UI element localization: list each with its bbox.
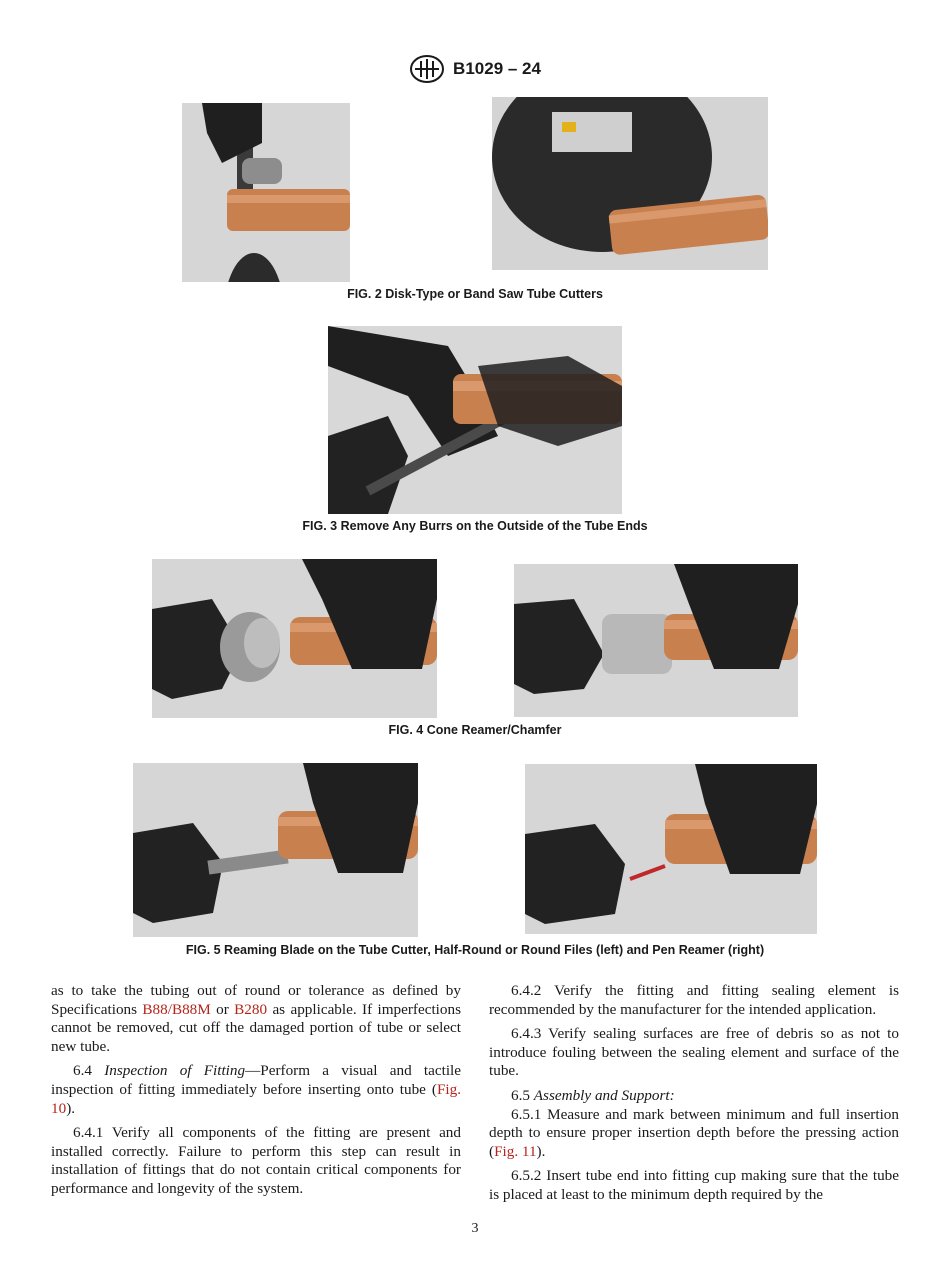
- section-title: Inspection of Fitting: [104, 1062, 246, 1080]
- link-fig-10[interactable]: Fig. 10: [51, 1080, 461, 1117]
- paragraph-6-5-1: [489, 1106, 899, 1162]
- fig2-band-saw-photo: [492, 97, 768, 270]
- link-b280[interactable]: B280: [234, 1000, 268, 1018]
- text-span: as applicable. If imperfections cannot be removed, cut off the damaged portion of tube or select new tube.: [51, 1000, 462, 1055]
- paragraph-6-4-3: 6.4.3 Verify sealing surfaces are free of debris so as not to introduce fouling between the sealing element and surface of the tube.: [489, 1025, 899, 1080]
- section-title: Assembly and Support:: [533, 1086, 675, 1104]
- link-fig-11[interactable]: Fig. 11: [494, 1142, 537, 1160]
- paragraph-6-4: [51, 1062, 461, 1118]
- link-b88-b88m[interactable]: B88/B88M: [142, 1000, 211, 1018]
- paragraph-6-4-1: 6.4.1 Verify all components of the fitting are present and installed correctly. Failure to perform this step can result in installation of fittings that do not contain critical components for performance and longevity of the system.: [51, 1124, 461, 1197]
- text-span: 6.5.1 Measure and mark between minimum and full insertion depth to ensure proper insertion depth before the pressing action (: [489, 1105, 899, 1160]
- text-span: as to take the tubing out of round or tolerance as defined by Specifications: [51, 982, 461, 1018]
- text-span: ).: [536, 1142, 546, 1160]
- fig5-reaming-blade-photo: [133, 763, 418, 937]
- paragraph-6-5: [489, 1087, 899, 1106]
- text-span: or: [210, 1000, 235, 1018]
- fig2-caption: FIG. 2 Disk-Type or Band Saw Tube Cutters: [347, 287, 603, 301]
- body-left-column: [51, 982, 461, 1205]
- page-number: 3: [471, 1221, 479, 1236]
- paragraph-continuation: [51, 982, 461, 1056]
- astm-logo-icon: [409, 54, 445, 84]
- fig4-cone-reamer-left-photo: [152, 559, 437, 718]
- paragraph-6-5-2: 6.5.2 Insert tube end into fitting cup making sure that the tube is placed at least to the minimum depth required by the: [489, 1167, 899, 1203]
- section-number: 6.5: [511, 1086, 534, 1104]
- document-designation: B1029 – 24: [453, 59, 541, 78]
- text-span: —Perform a visual and tactile inspection of fitting immediately before inserting onto tube (: [51, 1062, 461, 1098]
- section-number: 6.4: [73, 1062, 105, 1080]
- fig5-pen-reamer-photo: [525, 764, 817, 934]
- body-right-column: [489, 982, 899, 1211]
- fig3-file-deburr-photo: [328, 326, 622, 514]
- paragraph-6-4-2: 6.4.2 Verify the fitting and fitting sealing element is recommended by the manufacturer for the intended application.: [489, 982, 899, 1018]
- fig3-caption: FIG. 3 Remove Any Burrs on the Outside of the Tube Ends: [302, 519, 648, 533]
- fig4-cone-reamer-right-photo: [514, 564, 798, 717]
- text-span: ).: [66, 1099, 76, 1117]
- fig5-caption: FIG. 5 Reaming Blade on the Tube Cutter, Half-Round or Round Files (left) and Pen Reamer (right): [185, 943, 765, 957]
- page-header: [0, 54, 950, 84]
- fig4-caption: FIG. 4 Cone Reamer/Chamfer: [388, 723, 562, 737]
- fig2-disk-cutter-photo: [182, 103, 350, 282]
